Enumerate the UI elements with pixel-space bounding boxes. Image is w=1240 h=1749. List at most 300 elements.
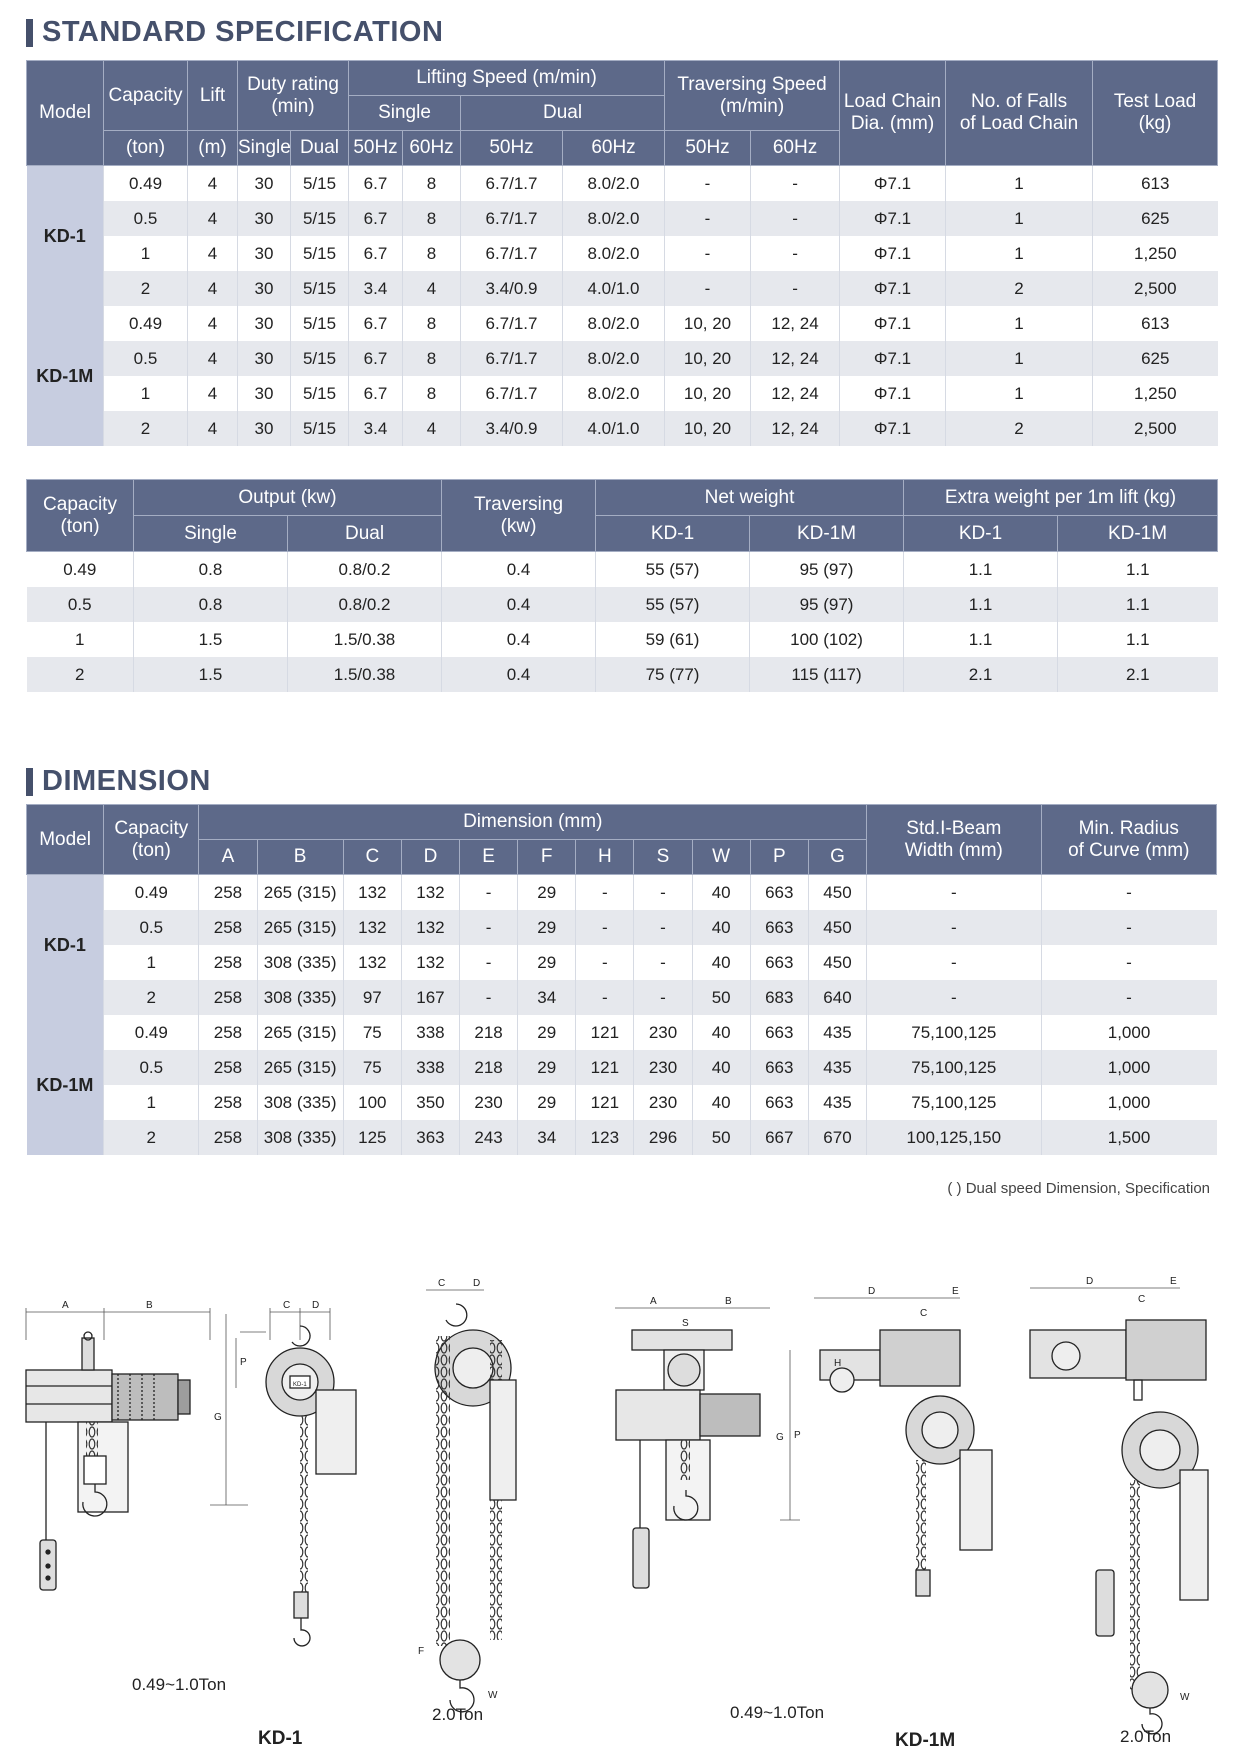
table-cell: 0.4 xyxy=(442,552,596,588)
table-cell: 75,100,125 xyxy=(867,1015,1041,1050)
table-cell: 4 xyxy=(188,236,238,271)
svg-text:F: F xyxy=(418,1646,425,1657)
table-cell: 10, 20 xyxy=(665,411,751,446)
table-cell: 5/15 xyxy=(291,166,349,202)
section-title-text: DIMENSION xyxy=(42,765,211,797)
table-cell: 663 xyxy=(750,1015,808,1050)
svg-text:C: C xyxy=(1138,1294,1146,1305)
table-cell: 8 xyxy=(403,201,461,236)
table-row xyxy=(27,1015,1217,1050)
table-cell: 8 xyxy=(403,236,461,271)
header-dim-letter: E xyxy=(460,840,518,875)
header-dim-letter: D xyxy=(401,840,459,875)
svg-text:E: E xyxy=(1170,1276,1177,1287)
table-cell: 40 xyxy=(692,910,750,945)
header-out-dual: Dual xyxy=(288,516,442,552)
table-row xyxy=(27,945,1217,980)
header-dim-letter: P xyxy=(750,840,808,875)
table-cell: 667 xyxy=(750,1120,808,1155)
table-cell: 230 xyxy=(460,1085,518,1120)
section-title-text: STANDARD SPECIFICATION xyxy=(42,16,444,48)
svg-text:W: W xyxy=(1180,1692,1190,1703)
header-extra-weight: Extra weight per 1m lift (kg) xyxy=(904,480,1218,516)
table-cell: 4 xyxy=(188,306,238,341)
table-cell: 258 xyxy=(199,1050,257,1085)
table-cell: 1,500 xyxy=(1041,1120,1216,1155)
header-duty-dual: Dual xyxy=(291,131,349,166)
header-dual-60hz: 60Hz xyxy=(563,131,665,166)
table-cell: 30 xyxy=(238,201,291,236)
table-cell: 1,000 xyxy=(1041,1085,1216,1120)
table-cell: 1 xyxy=(946,341,1093,376)
table-cell: 0.8 xyxy=(134,587,288,622)
table-cell: 5/15 xyxy=(291,201,349,236)
table-cell: 2 xyxy=(104,1120,199,1155)
table-cell: 683 xyxy=(750,980,808,1015)
table-cell: 1.1 xyxy=(1058,622,1218,657)
header-single-50hz: 50Hz xyxy=(349,131,403,166)
title-bar-decoration xyxy=(26,768,33,796)
table-cell: 450 xyxy=(808,910,866,945)
svg-text:C: C xyxy=(920,1308,928,1319)
table-row xyxy=(27,341,1218,376)
table-cell: 1.1 xyxy=(1058,587,1218,622)
table-cell: 363 xyxy=(401,1120,459,1155)
table-cell: 6.7 xyxy=(349,236,403,271)
table-cell: 258 xyxy=(199,875,257,911)
header-dim-letter: B xyxy=(257,840,343,875)
table-cell: 5/15 xyxy=(291,271,349,306)
table-cell: 8.0/2.0 xyxy=(563,376,665,411)
table-cell: 3.4/0.9 xyxy=(461,411,563,446)
output-weight-table xyxy=(26,479,1218,692)
table-cell: 3.4/0.9 xyxy=(461,271,563,306)
dimension-table xyxy=(26,804,1217,1155)
svg-text:A: A xyxy=(650,1296,657,1307)
table-cell: 50 xyxy=(692,1120,750,1155)
kd1m-large-view xyxy=(1030,1276,1208,1734)
table-cell: 435 xyxy=(808,1015,866,1050)
table-cell: 450 xyxy=(808,945,866,980)
table-cell: 5/15 xyxy=(291,411,349,446)
svg-text:W: W xyxy=(488,1690,498,1701)
table-cell: - xyxy=(751,271,840,306)
model-cell: KD-1 xyxy=(27,875,104,1016)
table-cell: 6.7 xyxy=(349,201,403,236)
table-cell: Φ7.1 xyxy=(840,271,946,306)
table-cell: 4 xyxy=(188,376,238,411)
table-cell: 663 xyxy=(750,910,808,945)
table-cell: 121 xyxy=(576,1015,634,1050)
header-dim-letter: H xyxy=(576,840,634,875)
header-dimension-mm: Dimension (mm) xyxy=(199,805,867,840)
table-cell: 1.1 xyxy=(904,587,1058,622)
table-cell: 218 xyxy=(460,1015,518,1050)
table-cell: - xyxy=(751,201,840,236)
header-lifting-dual: Dual xyxy=(461,96,665,131)
table-cell: Φ7.1 xyxy=(840,376,946,411)
table-cell: 8.0/2.0 xyxy=(563,236,665,271)
header-dim-letter: A xyxy=(199,840,257,875)
table-cell: 1.5/0.38 xyxy=(288,622,442,657)
table-cell: 30 xyxy=(238,166,291,202)
table-cell: 0.5 xyxy=(27,587,134,622)
table-cell: 132 xyxy=(343,910,401,945)
table-cell: 95 (97) xyxy=(750,587,904,622)
svg-text:E: E xyxy=(952,1286,959,1297)
header-dim-letter: S xyxy=(634,840,692,875)
table-row xyxy=(27,236,1218,271)
header-ibeam: Std.I-Beam Width (mm) xyxy=(867,805,1041,875)
section-title-dimension xyxy=(26,767,211,796)
table-cell: 338 xyxy=(401,1015,459,1050)
table-cell: - xyxy=(1041,875,1216,911)
table-cell: 2 xyxy=(946,411,1093,446)
table-cell: 125 xyxy=(343,1120,401,1155)
table-cell: 30 xyxy=(238,306,291,341)
table-cell: 1.5 xyxy=(134,622,288,657)
table-cell: 4.0/1.0 xyxy=(563,411,665,446)
table-cell: 670 xyxy=(808,1120,866,1155)
table-cell: 132 xyxy=(343,945,401,980)
svg-text:G: G xyxy=(776,1432,784,1443)
table-cell: 10, 20 xyxy=(665,341,751,376)
table-cell: 1 xyxy=(946,166,1093,202)
table-cell: - xyxy=(634,875,692,911)
table-cell: 2 xyxy=(104,980,199,1015)
table-cell: 8 xyxy=(403,376,461,411)
header-test-load: Test Load (kg) xyxy=(1093,61,1218,166)
table-row xyxy=(27,910,1217,945)
table-cell: 8 xyxy=(403,341,461,376)
kd1m-small-side-view xyxy=(615,1296,801,1588)
header-duty-rating: Duty rating (min) xyxy=(238,61,349,131)
kd1m-small-front-view xyxy=(814,1286,992,1596)
kd1-small-front-view xyxy=(236,1300,356,1646)
table-cell: 1.5/0.38 xyxy=(288,657,442,692)
header-min-radius: Min. Radius of Curve (mm) xyxy=(1041,805,1216,875)
model-cell: KD-1 xyxy=(27,166,104,307)
table-cell: 0.4 xyxy=(442,622,596,657)
kd1-small-label: 0.49~1.0Ton xyxy=(132,1675,227,1694)
table-row xyxy=(27,306,1218,341)
table-cell: 6.7/1.7 xyxy=(461,201,563,236)
table-cell: 132 xyxy=(401,910,459,945)
table-cell: 75 xyxy=(343,1015,401,1050)
header-dim-letter: G xyxy=(808,840,866,875)
table-cell: 308 (335) xyxy=(257,1120,343,1155)
kd1m-diagram-title: KD-1M xyxy=(895,1730,956,1749)
table-cell: 8.0/2.0 xyxy=(563,201,665,236)
header-trav-60hz: 60Hz xyxy=(751,131,840,166)
table-cell: 0.49 xyxy=(104,875,199,911)
header-lifting-speed: Lifting Speed (m/min) xyxy=(349,61,665,96)
table-cell: - xyxy=(1041,910,1216,945)
header-net-weight: Net weight xyxy=(596,480,904,516)
table-cell: 625 xyxy=(1093,201,1218,236)
table-cell: 308 (335) xyxy=(257,980,343,1015)
table-cell: - xyxy=(634,910,692,945)
kd1m-small-label: 0.49~1.0Ton xyxy=(730,1703,825,1722)
table-cell: 0.49 xyxy=(104,166,188,202)
table-cell: 2 xyxy=(104,271,188,306)
table-cell: - xyxy=(867,945,1041,980)
table-cell: 115 (117) xyxy=(750,657,904,692)
table-cell: 75,100,125 xyxy=(867,1085,1041,1120)
table-cell: 34 xyxy=(518,980,576,1015)
table-cell: 1 xyxy=(104,236,188,271)
table-cell: 258 xyxy=(199,1015,257,1050)
svg-text:C: C xyxy=(283,1300,291,1311)
table-cell: 12, 24 xyxy=(751,306,840,341)
table-cell: 5/15 xyxy=(291,236,349,271)
table-cell: 167 xyxy=(401,980,459,1015)
header-extra-kd1m: KD-1M xyxy=(1058,516,1218,552)
table-row xyxy=(27,271,1218,306)
table-cell: - xyxy=(634,980,692,1015)
table-cell: 8.0/2.0 xyxy=(563,341,665,376)
table-cell: 1,000 xyxy=(1041,1015,1216,1050)
table-cell: 1 xyxy=(104,1085,199,1120)
svg-text:P: P xyxy=(794,1430,801,1441)
header-falls: No. of Falls of Load Chain xyxy=(946,61,1093,166)
header-lifting-single: Single xyxy=(349,96,461,131)
table-cell: 640 xyxy=(808,980,866,1015)
table-cell: 40 xyxy=(692,1050,750,1085)
table-cell: 625 xyxy=(1093,341,1218,376)
table-cell: 4.0/1.0 xyxy=(563,271,665,306)
svg-text:D: D xyxy=(1086,1276,1094,1287)
table-row xyxy=(27,622,1218,657)
table-row xyxy=(27,1050,1217,1085)
model-cell: KD-1M xyxy=(27,1015,104,1155)
table-cell: - xyxy=(751,236,840,271)
table-cell: 55 (57) xyxy=(596,552,750,588)
table-cell: 2,500 xyxy=(1093,271,1218,306)
header-net-kd1m: KD-1M xyxy=(750,516,904,552)
header-output: Output (kw) xyxy=(134,480,442,516)
kd1-diagram-title: KD-1 xyxy=(258,1728,303,1749)
table-cell: 6.7 xyxy=(349,376,403,411)
table-cell: 1 xyxy=(75,629,85,649)
table-cell: 40 xyxy=(692,1015,750,1050)
svg-text:B: B xyxy=(725,1296,732,1307)
table-cell: 29 xyxy=(518,875,576,911)
table-cell: 2.1 xyxy=(1058,657,1218,692)
table-cell: 3.4 xyxy=(349,271,403,306)
table-cell: 12, 24 xyxy=(751,376,840,411)
table-cell: 2.1 xyxy=(904,657,1058,692)
table-cell: - xyxy=(665,271,751,306)
table-cell: 1,250 xyxy=(1093,376,1218,411)
table-cell: 30 xyxy=(238,376,291,411)
table-cell: 121 xyxy=(576,1050,634,1085)
table-cell: 0.49 xyxy=(63,559,97,579)
table-cell: 6.7/1.7 xyxy=(461,236,563,271)
svg-text:C: C xyxy=(438,1278,446,1289)
table-cell: 6.7/1.7 xyxy=(461,166,563,202)
table-cell: 132 xyxy=(343,875,401,911)
table-cell: 2,500 xyxy=(1093,411,1218,446)
table-cell: 265 (315) xyxy=(257,1015,343,1050)
table-cell: 6.7/1.7 xyxy=(461,376,563,411)
table-row xyxy=(27,166,1218,202)
section-title-standard-specification xyxy=(26,18,443,47)
header-dim-letter: W xyxy=(692,840,750,875)
header-single-60hz: 60Hz xyxy=(403,131,461,166)
title-bar-decoration xyxy=(26,19,33,47)
kd1m-large-label: 2.0Ton xyxy=(1120,1727,1172,1746)
table-cell: 0.49 xyxy=(104,1015,199,1050)
table-cell: 0.8/0.2 xyxy=(288,587,442,622)
table-cell: 258 xyxy=(199,945,257,980)
table-cell: 40 xyxy=(692,945,750,980)
table-cell: 40 xyxy=(692,875,750,911)
table-cell: 8 xyxy=(403,166,461,202)
model-cell: KD-1M xyxy=(27,306,104,446)
table-cell: - xyxy=(665,236,751,271)
table-cell: 34 xyxy=(518,1120,576,1155)
table-cell: 663 xyxy=(750,1050,808,1085)
table-cell: 0.8 xyxy=(134,552,288,588)
table-cell: 0.4 xyxy=(442,657,596,692)
kd1-small-side-view xyxy=(26,1300,248,1590)
table-cell: - xyxy=(867,980,1041,1015)
table-cell: 123 xyxy=(576,1120,634,1155)
header-trav-50hz: 50Hz xyxy=(665,131,751,166)
svg-text:H: H xyxy=(834,1358,842,1369)
table-cell: 1 xyxy=(946,376,1093,411)
kd1-large-view xyxy=(418,1278,516,1712)
table-cell: 4 xyxy=(188,411,238,446)
table-cell: 97 xyxy=(343,980,401,1015)
table-cell: 613 xyxy=(1093,166,1218,202)
table-cell: 613 xyxy=(1093,306,1218,341)
table-cell: Φ7.1 xyxy=(840,166,946,202)
kd1-large-label: 2.0Ton xyxy=(432,1705,484,1724)
table-cell: 1.1 xyxy=(904,552,1058,588)
header-lift-unit: (m) xyxy=(188,131,238,166)
header-extra-kd1: KD-1 xyxy=(904,516,1058,552)
table-cell: 75 xyxy=(343,1050,401,1085)
table-cell: 30 xyxy=(238,271,291,306)
table-cell: 1 xyxy=(946,201,1093,236)
table-cell: - xyxy=(460,875,518,911)
table-cell: 55 (57) xyxy=(596,587,750,622)
table-cell: 308 (335) xyxy=(257,945,343,980)
table-cell: 3.4 xyxy=(349,411,403,446)
table-cell: 308 (335) xyxy=(257,1085,343,1120)
table-cell: 6.7/1.7 xyxy=(461,306,563,341)
table-cell: 100,125,150 xyxy=(867,1120,1041,1155)
table-cell: 29 xyxy=(518,1085,576,1120)
table-cell: 0.5 xyxy=(104,1050,199,1085)
table-cell: - xyxy=(576,980,634,1015)
table-cell: 75 (77) xyxy=(596,657,750,692)
svg-text:D: D xyxy=(312,1300,320,1311)
table-cell: 2 xyxy=(27,657,134,692)
table-cell: 29 xyxy=(518,1015,576,1050)
table-cell: - xyxy=(576,945,634,980)
table-row xyxy=(27,657,1218,692)
svg-text:A: A xyxy=(62,1300,69,1311)
table-row xyxy=(27,587,1218,622)
table-cell: 121 xyxy=(576,1085,634,1120)
table-cell: 0.5 xyxy=(104,910,199,945)
table-cell: 1.1 xyxy=(904,622,1058,657)
table-cell: - xyxy=(460,945,518,980)
table-row xyxy=(27,980,1217,1015)
table-cell: 59 (61) xyxy=(596,622,750,657)
svg-text:B: B xyxy=(146,1300,153,1311)
table-row xyxy=(27,411,1218,446)
table-cell: 12, 24 xyxy=(751,411,840,446)
table-cell: 6.7 xyxy=(349,166,403,202)
table-cell: 1 xyxy=(104,376,188,411)
svg-text:KD-1: KD-1 xyxy=(293,1382,307,1388)
table-cell: 10, 20 xyxy=(665,376,751,411)
table-cell: Φ7.1 xyxy=(840,341,946,376)
table-row xyxy=(27,1120,1217,1155)
table-cell: - xyxy=(665,166,751,202)
table-cell: 6.7 xyxy=(349,341,403,376)
table-cell: 29 xyxy=(518,910,576,945)
table-cell: 258 xyxy=(199,910,257,945)
table-cell: 4 xyxy=(403,271,461,306)
svg-text:P: P xyxy=(240,1357,247,1368)
table-cell: - xyxy=(1041,945,1216,980)
table-cell: 663 xyxy=(750,875,808,911)
table-cell: 30 xyxy=(238,411,291,446)
table-cell: 218 xyxy=(460,1050,518,1085)
table-row xyxy=(27,875,1217,911)
hoist-dimension-diagrams xyxy=(0,1270,1240,1749)
table-cell: 1,000 xyxy=(1041,1050,1216,1085)
table-row xyxy=(27,376,1218,411)
table-cell: 663 xyxy=(750,1085,808,1120)
table-cell: 100 xyxy=(343,1085,401,1120)
table-cell: - xyxy=(460,910,518,945)
table-cell: 2 xyxy=(946,271,1093,306)
table-cell: 10, 20 xyxy=(665,306,751,341)
table-cell: - xyxy=(1041,980,1216,1015)
table-cell: 40 xyxy=(692,1085,750,1120)
table-cell: 95 (97) xyxy=(750,552,904,588)
table-cell: Φ7.1 xyxy=(840,201,946,236)
table-cell: 350 xyxy=(401,1085,459,1120)
table-cell: - xyxy=(665,201,751,236)
table-cell: 1 xyxy=(104,945,199,980)
table-cell: 435 xyxy=(808,1050,866,1085)
table-row xyxy=(27,552,1218,588)
table-cell: 75,100,125 xyxy=(867,1050,1041,1085)
table-cell: 243 xyxy=(460,1120,518,1155)
table-cell: 296 xyxy=(634,1120,692,1155)
table-cell: - xyxy=(576,910,634,945)
table-row xyxy=(27,201,1218,236)
table-cell: 0.4 xyxy=(442,587,596,622)
table-cell: 6.7 xyxy=(349,306,403,341)
svg-text:S: S xyxy=(682,1318,689,1329)
dual-speed-note: ( ) Dual speed Dimension, Specification xyxy=(947,1180,1210,1197)
table-cell: - xyxy=(751,166,840,202)
table-cell: 8.0/2.0 xyxy=(563,306,665,341)
table-cell: - xyxy=(576,875,634,911)
table-cell: 258 xyxy=(199,1085,257,1120)
header-model: Model xyxy=(27,61,104,166)
table-cell: 258 xyxy=(199,1120,257,1155)
table-cell: 29 xyxy=(518,1050,576,1085)
